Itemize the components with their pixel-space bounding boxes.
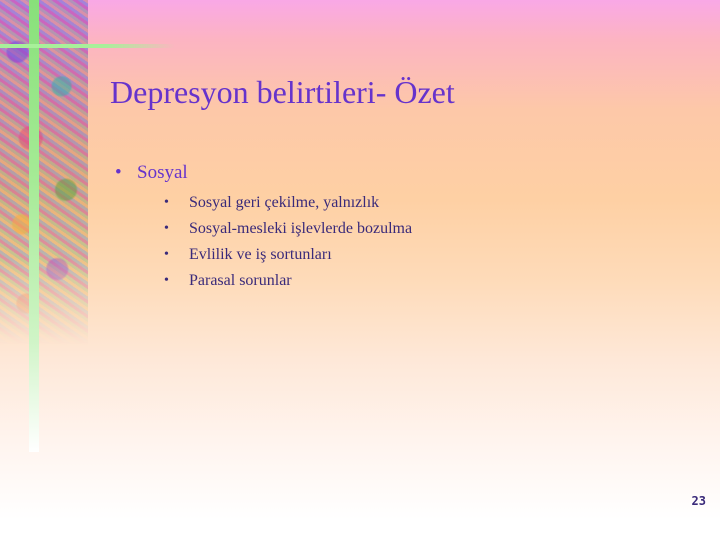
bullet-item-sosyal bbox=[115, 160, 412, 294]
slide-title: Depresyon belirtileri- Özet bbox=[110, 74, 455, 110]
sub-bullet-marker: • bbox=[164, 221, 169, 236]
sub-bullet-marker: • bbox=[164, 273, 169, 288]
sub-bullet-label: Sosyal geri çekilme, yalnızlık bbox=[189, 194, 380, 211]
sub-bullet-marker: • bbox=[164, 247, 169, 262]
sub-bullet-item bbox=[137, 216, 412, 242]
sub-bullet-label: Evlilik ve iş sortunları bbox=[189, 246, 332, 263]
sub-bullet-item bbox=[137, 242, 412, 268]
sub-bullet-label: Parasal sorunlar bbox=[189, 272, 292, 289]
green-vertical-bar bbox=[29, 0, 39, 452]
decorative-texture bbox=[0, 0, 88, 345]
page-number: 23 bbox=[691, 494, 706, 508]
sub-bullet-item bbox=[137, 268, 412, 294]
sub-bullet-marker: • bbox=[164, 195, 169, 210]
green-horizontal-line bbox=[0, 44, 175, 48]
bullet-marker: • bbox=[115, 162, 122, 183]
sub-bullet-item bbox=[137, 190, 412, 216]
sub-bullet-label: Sosyal-mesleki işlevlerde bozulma bbox=[189, 220, 413, 237]
sub-bullet-list bbox=[137, 190, 412, 294]
bullet-list bbox=[115, 160, 412, 294]
bullet-label: Sosyal bbox=[137, 162, 188, 183]
